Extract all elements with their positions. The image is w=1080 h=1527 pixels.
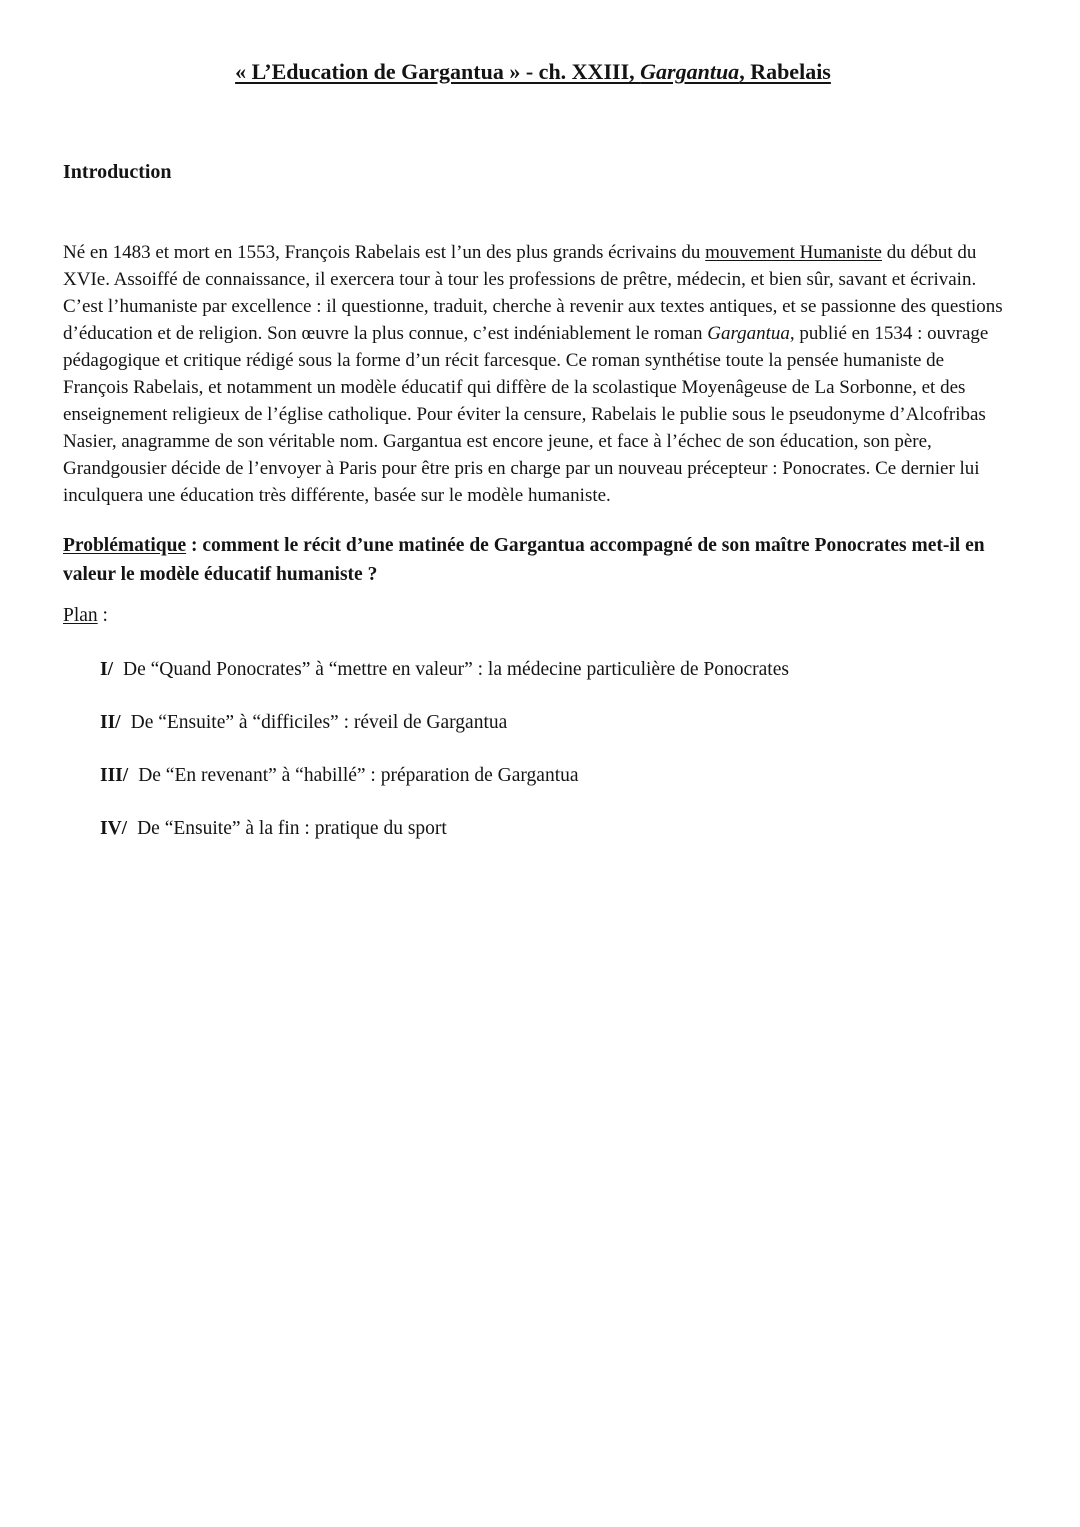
plan-item-3-numeral: III/ — [100, 765, 129, 786]
paragraph-text-3: , publié en 1534 : ouvrage pédagogique et critique rédigé sous la forme d’un récit farcesque. Ce roman synthétise toute la pensée humaniste de François Rabelais, et notamment un modèle éducatif qui diffère de la scolastique Moyenâgeuse de La Sorbonne, et des enseignement religieux de l’église catholique. Pour éviter la censure, Rabelais le publie sous le pseudonyme d’Alcofribas Nasier, anagramme de son véritable nom. Gargantua est encore jeune, et face à l’échec de son éducation, son père, Grandgousier décide de l’envoyer à Paris pour être pris en charge par un nouveau précepteur : Ponocrates. Ce dernier lui inculquera une éducation très différente, basée sur le modèle humaniste. — [63, 323, 989, 506]
introduction-heading: Introduction — [63, 161, 172, 183]
title-suffix-text: , Rabelais — [739, 59, 831, 84]
title-italic-text: Gargantua — [640, 59, 740, 84]
plan-item-2-numeral: II/ — [100, 712, 121, 733]
plan-item-4-text: De “Ensuite” à la fin : pratique du sport — [137, 818, 447, 839]
plan-item-2 — [63, 709, 1003, 736]
plan-item-4 — [63, 815, 1003, 842]
plan-item-4-numeral: IV/ — [100, 818, 128, 839]
plan-list — [63, 656, 1003, 842]
title-prefix-text: « L’Education de Gargantua » - ch. XXIII, — [235, 59, 641, 84]
plan-heading-label: Plan — [63, 605, 98, 626]
introduction-paragraph — [63, 239, 1003, 509]
plan-heading — [63, 602, 1003, 629]
paragraph-text-1: Né en 1483 et mort en 1553, François Rabelais est l’un des plus grands écrivains du — [63, 242, 706, 263]
document-title — [63, 57, 1003, 87]
plan-item-3 — [63, 762, 1003, 789]
plan-item-1-text: De “Quand Ponocrates” à “mettre en valeur” : la médecine particulière de Ponocrates — [123, 659, 789, 680]
plan-item-1-numeral: I/ — [100, 659, 114, 680]
paragraph-italic-text: Gargantua — [707, 323, 790, 344]
problematique-label: Problématique — [63, 535, 187, 556]
paragraph-underlined-text: mouvement Humaniste — [705, 242, 882, 263]
paragraph-text-2: du début du XVIe. Assoiffé de connaissance, il exercera tour à tour les professions de prêtre, médecin, et bien sûr, savant et écrivain. C’est l’humaniste par excellence : il questionne, traduit, cherche à revenir aux textes antiques, et se passionne des questions d’éducation et de religion. Son œuvre la plus connue, c’est indéniablement le roman — [63, 242, 1003, 344]
plan-item-3-text: De “En revenant” à “habillé” : préparation de Gargantua — [138, 765, 579, 786]
problematique-statement — [63, 531, 1003, 589]
problematique-text: : comment le récit d’une matinée de Gargantua accompagné de son maître Ponocrates met-il en valeur le modèle éducatif humaniste ? — [63, 535, 985, 585]
plan-item-2-text: De “Ensuite” à “difficiles” : réveil de Gargantua — [130, 712, 508, 733]
plan-item-1 — [63, 656, 1003, 683]
plan-heading-colon: : — [97, 605, 108, 626]
